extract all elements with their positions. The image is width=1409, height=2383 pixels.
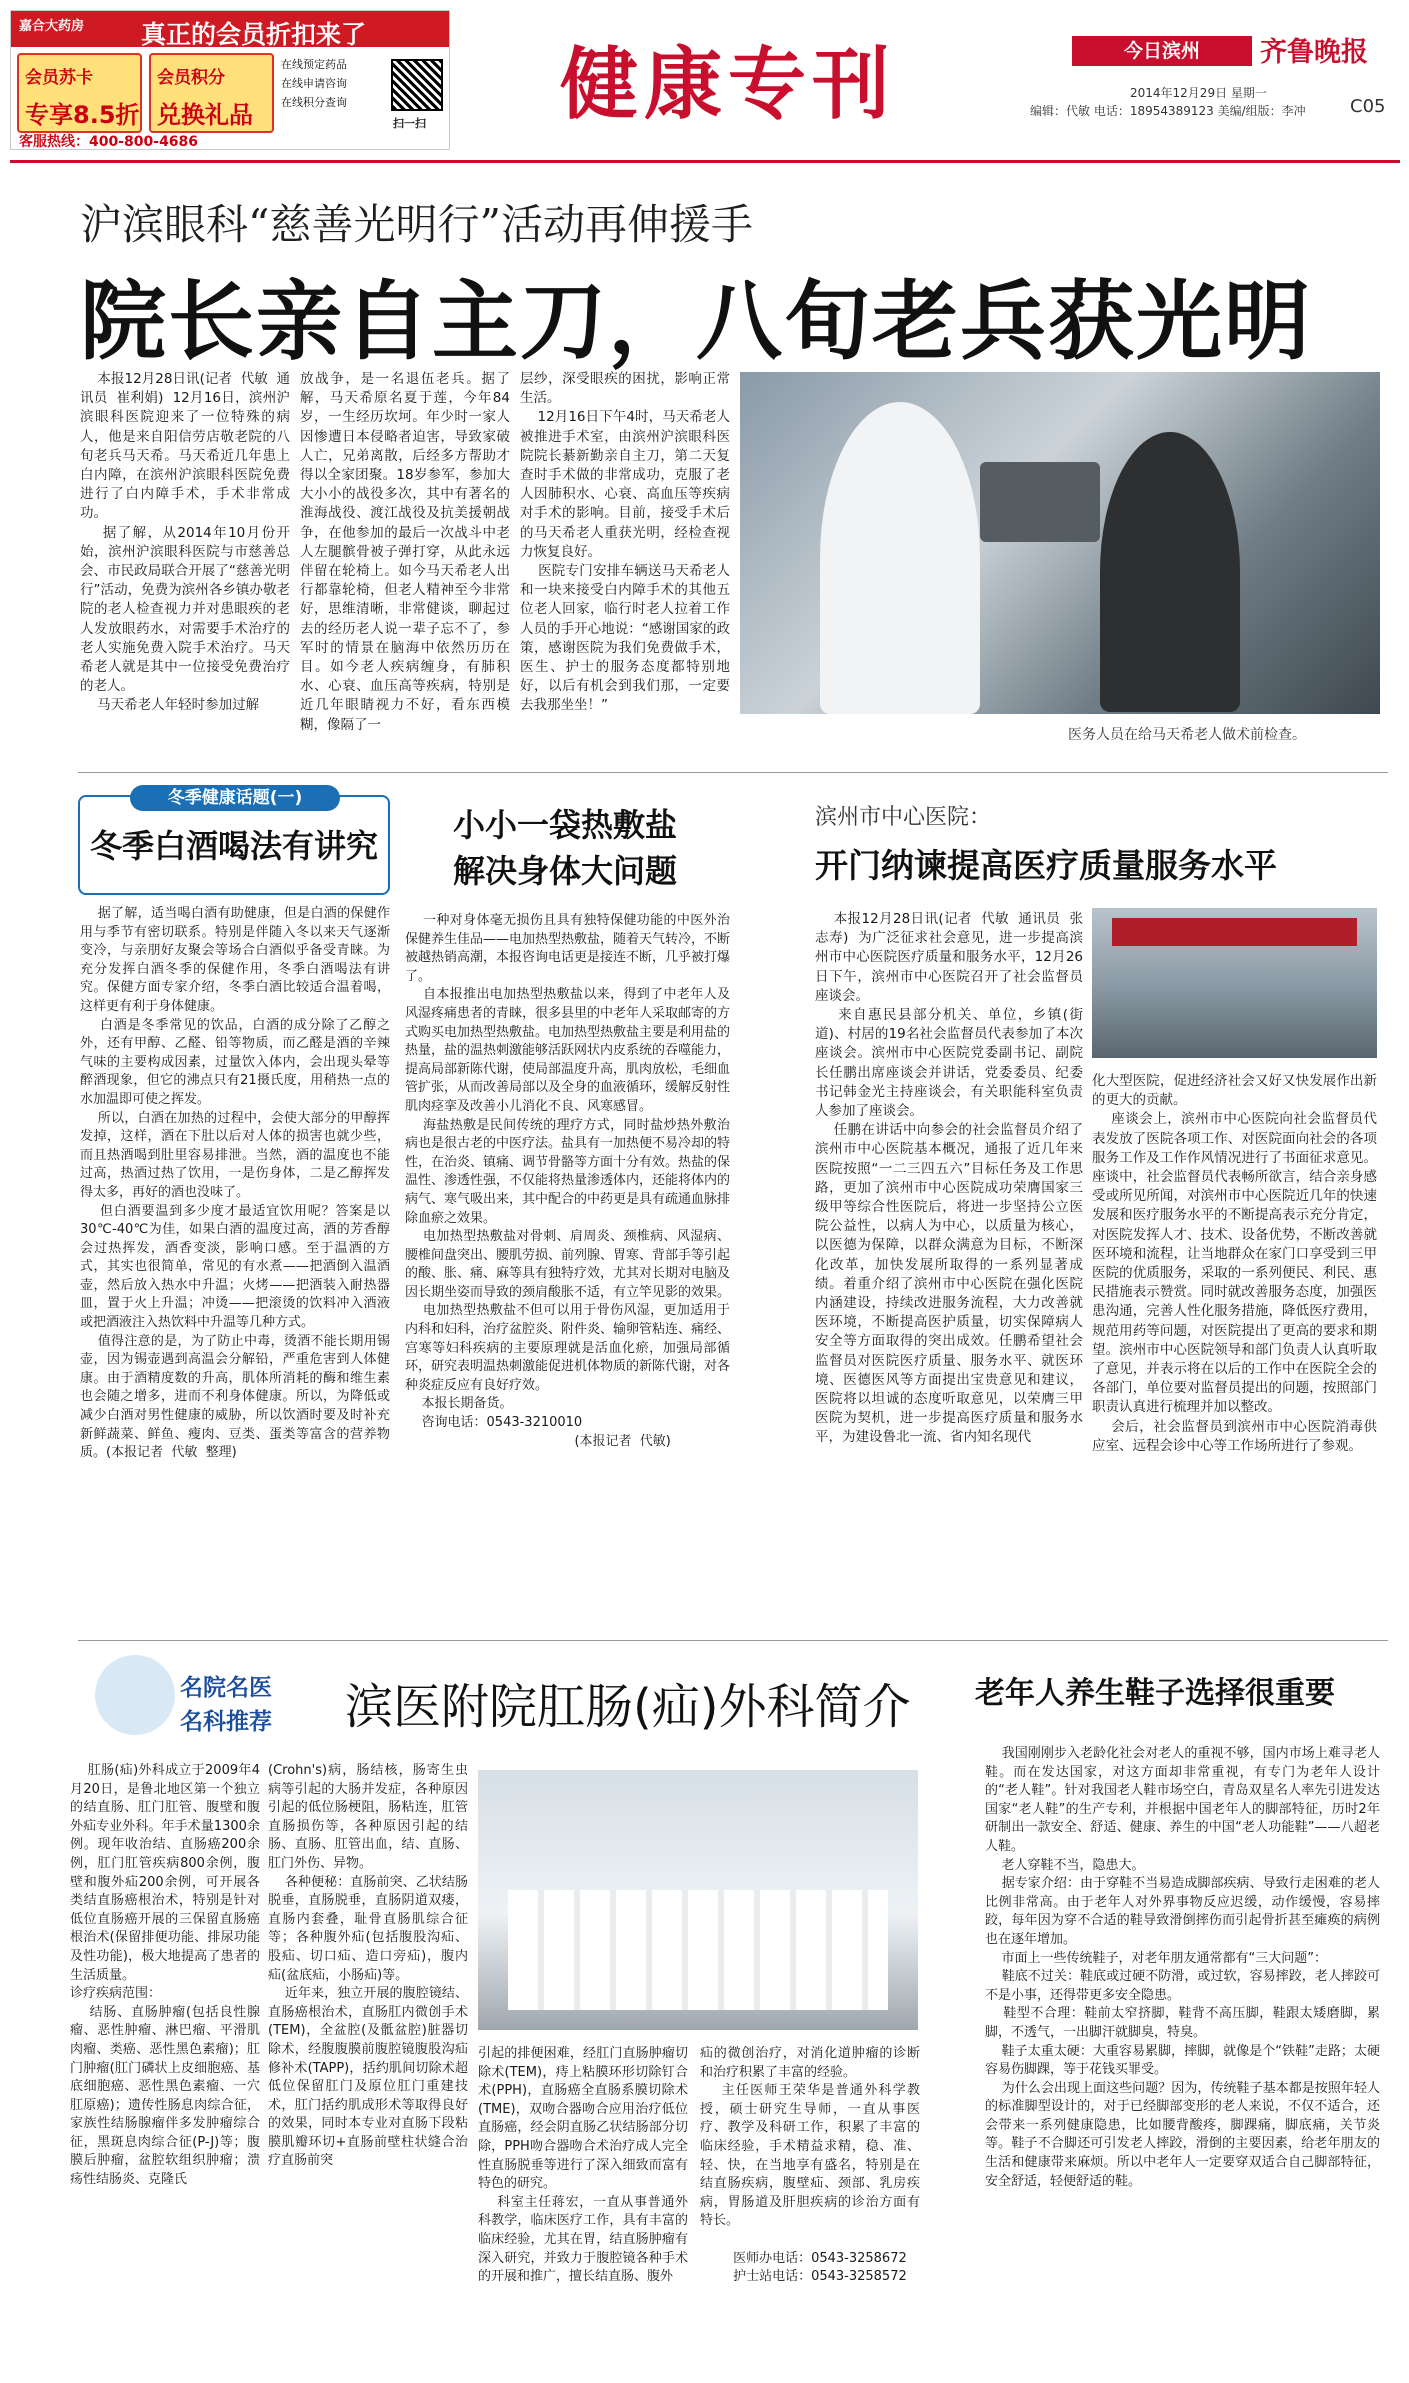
ad-brand: 嘉合大药房 xyxy=(19,19,85,34)
center-column-1: 本报12月28日讯(记者 代敏 通讯员 张志寿) 为广泛征求社会意见，进一步提高滨州市中心医院医疗质量和服务水平，12月26日下午，滨州市中心医院召开了社会监督员座谈会。 来自惠民县部分机关、单位，乡镇(街道)、村居的19名社会监督员代表参加了本次座谈会。滨州市中心医院党委副书记、副院长任鹏出席座谈会并讲话，党委委员、纪委书记韩金光主持座谈会，有关职能科室负责人参加了座谈会。 任鹏在讲话中向参会的社会监督员介绍了滨州市中心医院基本概况，通报了近几年来医院按照“一二三四五六”目标任务及工作思路，更加了滨州市中心医院成功荣膺国家三级甲等综合性医院后，将进一步坚持公立医院公益性，以病人为中心，以质量为核心，以医德为保障，以群众满意为目标，不断深化改革，加快发展所取得的一系列显著成绩。着重介绍了滨州市中心医院在强化医院内涵建设，持续改进服务流程，大力改善就医环境，不断提高医护质量，切实保障病人安全等方面取得的突出成效。任鹏希望社会监督员对医院医疗质量、服务水平、就医环境、医德医风等方面提出宝贵意见和建议，医院将以坦诚的态度听取意见，以荣膺三甲医院为契机，进一步提高医疗质量和服务水平，为建设鲁北一流、省内知名现代 xyxy=(815,911,1083,1446)
page-number: C05 xyxy=(1350,96,1386,117)
doctor-figure xyxy=(820,402,980,714)
promo-line: 名院名医 xyxy=(180,1675,272,1701)
ad-offer-discount xyxy=(17,53,142,133)
ad-offer-line: 会员苏卡 xyxy=(25,68,93,88)
lead-photo-caption: 医务人员在给马天希老人做术前检查。 xyxy=(1068,727,1306,743)
ad-service-item: 在线申请咨询 xyxy=(281,77,347,90)
meeting-banner xyxy=(1112,918,1357,946)
lead-column-2: 放战争，是一名退伍老兵。据了解，马天希原名夏于莲，今年84岁，一生经历坎坷。年少时一家人因惨遭日本侵略者迫害，导致家破人亡，兄弟离散，后经多方帮助才得以全家团聚。18岁参军，参加大大小小的战役多次，其中有著名的淮海战役、渡江战役及抗美援朝战争，在他参加的最后一次战斗中老人左腿髌骨被子弹打穿，从此永远伴留在轮椅上。如今马天希老人出行都靠轮椅，但老人精神至今非常好，思维清晰，非常健谈，聊起过去的经历老人说一辈子忘不了，参军时的情景在脑海中依然历历在目。如今老人疾病缠身，有肺积水、心衰、血压高等疾病，特别是近几年眼睛视力不好，看东西模糊，像隔了一 xyxy=(300,371,510,733)
doctor-avatar xyxy=(95,1655,175,1735)
ad-service-list xyxy=(281,55,381,112)
center-kicker: 滨州市中心医院： xyxy=(815,805,992,830)
lead-photo xyxy=(740,372,1380,714)
center-title: 开门纳谏提高医疗质量服务水平 xyxy=(815,846,1277,885)
dept-column-4: 疝的微创治疗，对消化道肿瘤的诊断和治疗积累了丰富的经验。 主任医师王荣华是普通外科学教授，硕士研究生导师，一直从事医疗、教学及科研工作，积累了丰富的临床经验，手术精益求精，稳、准、轻、快，在当地享有盛名，特别是在结直肠疾病，腹壁疝、颈部、乳房疾病，胃肠道及肝胆疾病的诊治方面有特长。 医师办电话：0543-3258672 护士站电话：0543-3258572 xyxy=(700,2046,920,2285)
salt-body: 一种对身体毫无损伤且具有独特保健功能的中医外治保健养生佳品——电加热型热敷盐，随着天气转冷，不断被越热销高潮，本报咨询电话更是接连不断，几乎被打爆了。 自本报推出电加热型热敷盐以来，得到了中老年人及风湿疼痛患者的青睐，很多县里的中老年人采取邮寄的方式购买电加热型热敷盐。电加热型热敷盐主要是利用盐的热量，盐的温热刺激能够活跃网状内皮系统的吞噬能力，提高局部新陈代谢，使局部温度升高，肌肉放松，毛细血管扩张，从而改善局部以及全身的血液循环，缓解反射性肌肉痉挛及改善小儿消化不良、风寒感冒。 海盐热敷是民间传统的理疗方式，同时盐炒热外敷治病也是很古老的中医疗法。盐具有一加热便不易冷却的特性，在治炎、镇痛、调节骨骼等方面十分有效。热盐的保温性、渗透性强，不仅能将热量渗透体内，还能将体内的病气、寒气吸出来，其中配合的中药更是具有疏通血脉排除血瘀之效果。 电加热型热敷盐对骨刺、肩周炎、颈椎病、风湿病、腰椎间盘突出、腰肌劳损、前列腺、胃寒、背部手等引起的酸、胀、痛、麻等具有独特疗效，尤其对长期对电脑及因长期坐姿而导致的颈肩酸胀不适，有立竿见影的效果。 电加热型热敷盐不但可以用于骨伤风湿，更加适用于内科和妇科，治疗盆腔炎、附件炎、输卵管粘连、痛经、宫寒等妇科疾病的主要原理就是活血化瘀，加强局部循环，研究表明温热刺激能促进机体物质的新陈代谢，对各种炎症反应有良好疗效。 本报长期备货。 咨询电话：0543-3210010 (本报记者 代敏) xyxy=(405,913,730,1449)
salt-title-line-1: 小小一袋热敷盐 xyxy=(452,806,677,844)
issue-date: 2014年12月29日 星期一 xyxy=(1130,86,1267,100)
ad-phone: 客服热线：400-800-4686 xyxy=(19,134,199,150)
center-column-2: 化大型医院，促进经济社会又好又快发展作出新的更大的贡献。 座谈会上，滨州市中心医院向社会监督员代表发放了医院各项工作、对医院面向社会的各项服务工作及工作作风情况进行了书面征求意见。座谈中，社会监督员代表畅所欲言，结合亲身感受或所见所闻，对滨州市中心医院近几年的快速发展和医疗服务水平的不断提高表示充分肯定，对医院发挥人才、技术、设备优势，不断改善就医环境和流程，让当地群众在家门口享受到三甲医院的优质服务，采取的一系列便民、利民、惠民措施表示赞赏。同时就改善服务态度，加强医患沟通，完善人性化服务措施，降低医疗费用，规范用药等问题，对医院提出了更高的要求和期望。滨州市中心医院领导和部门负责人认真听取了意见，并表示将在以后的工作中在医院全会的各部门，单位要对监督员提出的问题，按照部门职责认真进行梳理并加以整改。 会后，社会监督员到滨州市中心医院消毒供应室、远程会诊中心等工作场所进行了参观。 xyxy=(1092,1073,1377,1454)
slit-lamp-icon xyxy=(980,462,1100,542)
qr-label: 扫一扫 xyxy=(393,117,426,130)
shoe-body: 我国刚刚步入老龄化社会对老人的重视不够，国内市场上难寻老人鞋。而在发达国家，对这方面却非常重视，有专门为老年人设计的“老人鞋”。针对我国老人鞋市场空白，青岛双星名人率先引进发达国家“老人鞋”的生产专利，并根据中国老年人的脚部特征，历时2年研制出一款安全、舒适、健康、养生的中国“老人功能鞋”——八超老人鞋。 老人穿鞋不当，隐患大。 据专家介绍：由于穿鞋不当易造成脚部疾病、导致行走困难的老人比例非常高。由于老年人对外界事物反应迟缓，动作缓慢，容易摔跤，每年因为穿不合适的鞋导致滑倒摔伤而引起骨折甚至瘫痪的病例也在逐年增加。 市面上一些传统鞋子，对老年朋友通常都有“三大问题”： 鞋底不过关：鞋底或过硬不防滑，或过软，容易摔跤，老人摔跤可不是小事，还得带更多安全隐患。 鞋型不合理：鞋前太窄挤脚，鞋背不高压脚，鞋跟太矮磨脚，累脚，不透气，一出脚汗就脚臭，特臭。 鞋子太重太硬：大重容易累脚，摔脚，就像是个“铁鞋”走路；太硬容易伤脚踝，等于花钱买罪受。 为什么会出现上面这些问题？因为，传统鞋子基本都是按照年轻人的标准脚型设计的，对于已经脚部变形的老人来说，不仅不适合，还会带来一系列健康隐患，比如腰背酸疼，脚踝痛，脚底痛，关节炎等。鞋子不合脚还可引发老人摔跤，滑倒的主要因素，给老年朋友的生活和健康带来麻烦。所以中老年人一定要穿双适合自己脚部特征，安全舒适，轻便舒适的鞋。 xyxy=(985,1746,1380,2189)
dept-column-1: 肛肠(疝)外科成立于2009年4月20日，是鲁北地区第一个独立的结直肠、肛门肛管、腹壁和腹外疝专业外科。年手术量1300余例。现年收治结、直肠癌200余例，肛门肛管疾病800余例，腹壁和腹外疝200余例，可开展各类结直肠癌根治术，特别是针对低位直肠癌开展的三保留直肠癌根治术(保留排便功能、排尿功能及性功能)，极大地提高了患者的生活质量。 诊疗疾病范围： 结肠、直肠肿瘤(包括良性腺瘤、恶性肿瘤、淋巴瘤、平滑肌肉瘤、类癌、恶性黑色素瘤)；肛门肿瘤(肛门磷状上皮细胞癌、基底细胞癌、恶性黑色素瘤、一穴肛原癌)；遗传性肠息肉综合征，家族性结肠腺瘤伴多发肿瘤综合征，黑斑息肉综合征(P-J)等；腹膜后肿瘤，盆腔软组织肿瘤；溃疡性结肠炎、克隆氏 xyxy=(70,1763,260,2188)
meeting-photo xyxy=(1092,908,1377,1058)
page-masthead: 健康专刊 xyxy=(560,39,897,130)
section-label: 今日滨州 xyxy=(1072,36,1252,66)
winter-topic-header xyxy=(78,788,390,895)
ad-offer-line: 会员积分 xyxy=(157,68,225,88)
section-divider xyxy=(78,1640,1388,1641)
promo-badge xyxy=(180,1665,300,1735)
staff-group-photo xyxy=(478,1770,918,2030)
ad-banner xyxy=(11,11,449,47)
salt-title-line-2: 解决身体大问题 xyxy=(452,852,677,890)
staff-credits: 编辑：代敏 电话：18954389123 美编/组版：李冲 xyxy=(1030,104,1306,118)
ad-offer-line: 专享8.5折 xyxy=(25,101,140,129)
lead-column-1: 本报12月28日讯(记者 代敏 通讯员 崔利娟) 12月16日，滨州沪滨眼科医院迎来了一位特殊的病人，他是来自阳信劳店敬老院的八旬老兵马天希。马天希近几年患上白内障，在滨州沪滨眼科医院免费进行了白内障手术，手术非常成功。 据了解，从2014年10月份开始，滨州沪滨眼科医院与市慈善总会、市民政局联合开展了“慈善光明行”活动，免费为滨州各乡镇办敬老院的老人检查视力并对患眼疾的老人发放眼药水，对需要手术治疗的老人实施免费入院手术治疗。马天希老人就是其中一位接受免费治疗的老人。 马天希老人年轻时参加过解 xyxy=(80,371,290,714)
lead-column-3: 层纱，深受眼疾的困扰，影响正常生活。 12月16日下午4时，马天希老人被推进手术室，由滨州沪滨眼科医院院长綦新勤亲自主刀，第二天复查时手术做的非常成功，克服了老人因肺积水、心衰、高血压等疾病对手术的影响。目前，接受手术后的马天希老人重获光明，经检查视力恢复良好。 医院专门安排车辆送马天希老人和一块来接受白内障手术的其他五位老人回家，临行时老人拉着工作人员的手开心地说：“感谢国家的政策，感谢医院为我们免费做手术，医生、护士的服务态度都特别地好，以后有机会到我们那，一定要去我那坐坐！” xyxy=(520,371,730,714)
ad-offer-points xyxy=(149,53,274,133)
dept-column-2: (Crohn's)病，肠结核，肠寄生虫病等引起的大肠并发症，各种原因引起的低位肠梗阻，肠粘连，肛管直肠损伤等，各种原因引起的结肠、直肠、肛管出血，结、直肠、肛门外伤、异物。 各种便秘：直肠前突、乙状结肠脱垂，直肠脱垂，直肠阴道双瘘，直肠内套叠，耻骨直肠肌综合征等；各种腹外疝(包括腹股沟疝、股疝、切口疝、造口旁疝)，腹内疝(盆底疝，小肠疝)等。 近年来，独立开展的腹腔镜结、直肠癌根治术，直肠肛内微创手术(TEM)，全盆腔(及骶盆腔)脏器切除术，经腹腹膜前腹腔镜腹股沟疝修补术(TAPP)，括约肌间切除术超低位保留肛门及原位肛门重建技术，肛门括约肌成形术等取得良好的效果，同时本专业对直肠下段粘膜肌瓣环切+直肠前壁柱状缝合治疗直肠前突 xyxy=(268,1763,468,2169)
qr-code-icon[interactable] xyxy=(391,59,443,111)
winter-title: 冬季白酒喝法有讲究 xyxy=(89,827,378,865)
ad-service-item: 在线积分查询 xyxy=(281,96,347,109)
dept-column-3: 引起的排便困难，经肛门直肠肿瘤切除术(TEM)，痔上粘膜环形切除钉合术(PPH)，直肠癌全直肠系膜切除术(TME)，双吻合器吻合应用治疗低位直肠癌，经会阴直肠乙状结肠部分切除，PPH吻合器吻合术治疗成人完全性直肠脱垂等进行了深入细致而富有特色的研究。 科室主任蒋宏，一直从事普通外科教学，临床医疗工作，具有丰富的临床经验，尤其在胃，结直肠肿瘤有深入研究，并致力于腹腔镜各种手术的开展和推广，擅长结直肠、腹外 xyxy=(478,2046,688,2285)
lead-kicker: 沪滨眼科“慈善光明行”活动再伸援手 xyxy=(80,200,753,249)
ad-service-item: 在线预定药品 xyxy=(281,58,347,71)
header-rule xyxy=(10,160,1400,163)
staff-row xyxy=(508,1890,888,2010)
header-advertisement[interactable] xyxy=(10,10,450,150)
ad-slogan: 真正的会员折扣来了 xyxy=(141,20,367,49)
topic-pill: 冬季健康话题(一) xyxy=(130,785,340,811)
section-divider xyxy=(78,772,1388,773)
patient-figure xyxy=(1100,432,1240,712)
dept-title: 滨医附院肛肠(疝)外科简介 xyxy=(345,1679,911,1735)
winter-body: 据了解，适当喝白酒有助健康，但是白酒的保健作用与季节有密切联系。特别是伴随入冬以来天气逐渐变冷，与亲朋好友聚会等场合白酒似乎备受青睐。为充分发挥白酒冬季的保健作用，冬季白酒喝法有讲究。保健方面专家介绍，冬季白酒比较适合温着喝，这样更有利于身体健康。 白酒是冬季常见的饮品，白酒的成分除了乙醇之外，还有甲醇、乙醛、铅等物质，而乙醛是酒的辛辣气味的主要构成因素，过量饮入体内，会出现头晕等醉酒现象，但它的沸点只有21摄氏度，用稍热一点的水加温即可使之挥发。 所以，白酒在加热的过程中，会使大部分的甲醇挥发掉，这样，酒在下肚以后对人体的损害也就少些，而且热酒喝到肚里容易排泄。当然，酒的温度也不能过高，热酒过热了饮用，一是伤身体，二是乙醇挥发得太多，再好的酒也没味了。 但白酒要温到多少度才最适宜饮用呢？答案是以30℃-40℃为佳，如果白酒的温度过高，酒的芳香醇会过热挥发，酒香变淡，影响口感。至于温酒的方式，其实也很简单，常见的有水煮——把酒倒入温酒壶，然后放入热水中升温；火烤——把酒装入耐热器皿，置于火上升温；冲烫——把滚烫的饮料冲入酒液或把酒液注入热饮料中升温等几种方式。 值得注意的是，为了防止中毒，烫酒不能长期用锡壶，因为锡壶遇到高温会分解铅，严重危害到人体健康。由于酒精度数的升高，肌体所消耗的酶和维生素也会随之增多，进而不利身体健康。所以，为降低或减少白酒对男性健康的威胁，所以饮酒时要及时补充新鲜蔬菜、鲜鱼、瘦肉、豆类、蛋类等富含的营养物质。(本报记者 代敏 整理) xyxy=(80,906,390,1461)
lead-headline: 院长亲自主刀，八旬老兵获光明 xyxy=(80,272,1312,372)
ad-offer-line: 兑换礼品 xyxy=(157,101,253,129)
newspaper-logo: 齐鲁晚报 xyxy=(1260,37,1368,68)
promo-line: 名科推荐 xyxy=(180,1709,272,1735)
shoe-title: 老年人养生鞋子选择很重要 xyxy=(975,1676,1335,1711)
